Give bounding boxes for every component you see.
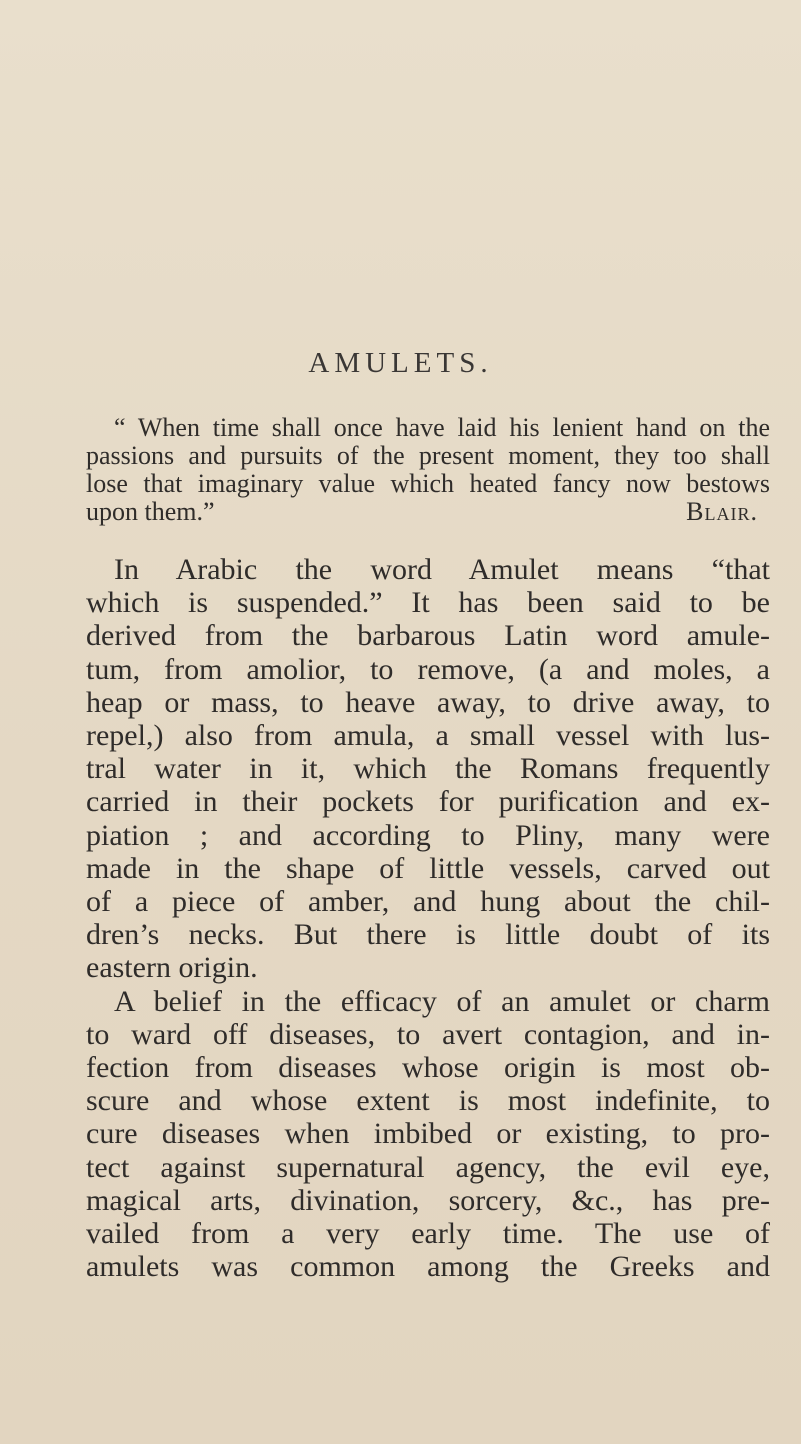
- text-line: repel,) also from amula, a small vessel with lus-: [86, 719, 770, 753]
- text-line: of a piece of amber, and hung about the chil-: [86, 885, 770, 919]
- text-line: carried in their pockets for purification and ex-: [86, 785, 770, 819]
- paragraph-1: [86, 553, 770, 985]
- text-line: scure and whose extent is most indefinite, to: [86, 1084, 770, 1118]
- text-line: vailed from a very early time. The use of: [86, 1217, 770, 1251]
- paragraph-2: [86, 985, 770, 1284]
- text-line: eastern origin.: [86, 951, 258, 985]
- text-line: to ward off diseases, to avert contagion, and in-: [86, 1017, 770, 1051]
- text-line: A belief in the efficacy of an amulet or charm: [114, 984, 770, 1018]
- text-line: In Arabic the word Amulet means “that: [114, 553, 770, 586]
- text-line: amulets was common among the Greeks and: [86, 1250, 770, 1284]
- epigraph: [86, 414, 770, 526]
- epigraph-line: upon them.”: [86, 497, 215, 526]
- text-line: made in the shape of little vessels, carved out: [86, 851, 770, 885]
- body-text: [86, 553, 770, 1283]
- text-line: heap or mass, to heave away, to drive away, to: [86, 685, 770, 719]
- epigraph-line: passions and pursuits of the present moment, they too shall: [86, 441, 770, 470]
- text-line: derived from the barbarous Latin word amule-: [86, 619, 770, 653]
- epigraph-line: “ When time shall once have laid his lenient hand on the: [114, 413, 770, 442]
- text-line: piation ; and according to Pliny, many were: [86, 818, 770, 852]
- text-line: tect against supernatural agency, the evil eye,: [86, 1150, 770, 1184]
- text-line: tum, from amolior, to remove, (a and moles, a: [86, 652, 770, 686]
- text-line: fection from diseases whose origin is most ob-: [86, 1051, 770, 1085]
- text-line: which is suspended.” It has been said to be: [86, 586, 770, 620]
- text-line: magical arts, divination, sorcery, &c., has pre-: [86, 1183, 770, 1217]
- epigraph-line: lose that imaginary value which heated fancy now bestows: [86, 469, 770, 498]
- text-line: dren’s necks. But there is little doubt of its: [86, 918, 770, 952]
- epigraph-attribution: Blair.: [686, 497, 758, 526]
- chapter-title: AMULETS.: [308, 347, 493, 379]
- text-line: tral water in it, which the Romans frequently: [86, 752, 770, 786]
- text-line: cure diseases when imbibed or existing, to pro-: [86, 1117, 770, 1151]
- epigraph-last-line: [86, 498, 770, 526]
